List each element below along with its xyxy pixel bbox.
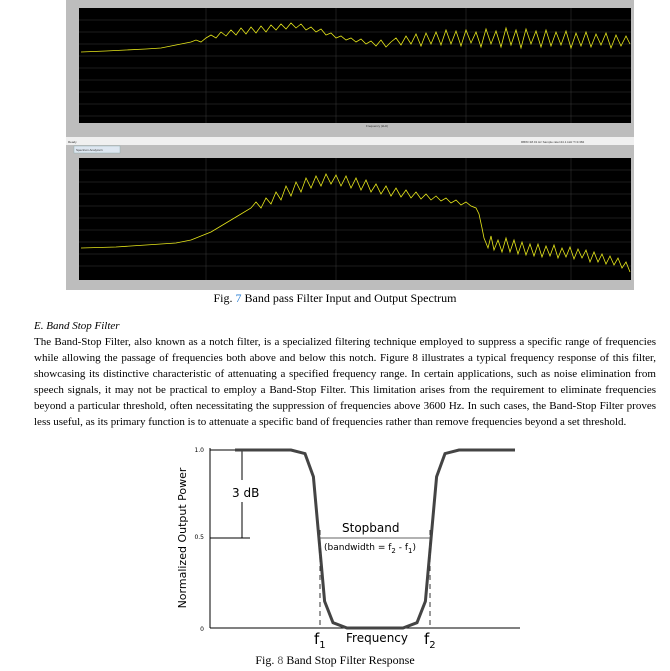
caption-text: Band pass Filter Input and Output Spectrum — [241, 291, 457, 305]
caption-number: 8 — [277, 653, 284, 667]
figure-8-caption — [0, 653, 670, 668]
section-heading: E. Band Stop Filter — [34, 320, 120, 332]
band-stop-response-figure — [150, 440, 530, 658]
tab-spectrum-analyzer-label: Spectrum Analyzer1 — [76, 148, 103, 152]
tick-top: 1.0 — [194, 447, 204, 454]
db-label: 3 dB — [232, 486, 260, 500]
caption-text: Band Stop Filter Response — [283, 653, 415, 667]
input-spectrum-plot — [79, 8, 631, 123]
f2-label: $f_2$ — [424, 630, 436, 651]
bandwidth-label: (bandwidth = $f_2 - f_1$) — [324, 543, 416, 555]
status-ready: Ready — [68, 140, 77, 144]
y-axis-label: Normalized Output Power — [176, 467, 189, 609]
section-paragraph: The Band-Stop Filter, also known as a notch filter, is a specialized filtering technique employed to suppress a specific range of frequencies while allowing the passage of frequencies both above and below this notch. Figure 8 illustrates a typical frequency response of this filter, showcasing its distinctive characteristic of attenuating a specified frequency range. In certain applications, such as noise elimination from speech signals, it may not be practical to employ a Band-Stop Filter. This limitation arises from the requirement to eliminate frequencies beyond a particular threshold, often necessitating the suppression of frequencies above 3600 Hz. In such cases, the Band-Stop Filter proves less useful, as its primary function is to attenuate a specific band of frequencies rather than remove frequencies beyond a set threshold. — [34, 336, 656, 428]
stopband-label: Stopband — [342, 521, 400, 535]
figure-7-caption — [0, 291, 670, 306]
spectrum-analyzer-graphic — [66, 0, 634, 290]
caption-prefix: Fig. — [213, 291, 236, 305]
response-curve — [235, 450, 515, 628]
caption-number: 7 — [235, 291, 242, 305]
band-stop-chart — [150, 440, 530, 658]
caption-prefix: Fig. — [255, 653, 278, 667]
status-readout: RBW=18.01 Hz Sample rate=44.1 kHz T=3.384 — [521, 140, 585, 144]
input-xlabel: Frequency (kHz) — [366, 124, 389, 128]
x-axis-label: Frequency — [346, 631, 408, 645]
tick-bottom: 0 — [200, 626, 204, 633]
tick-mid: 0.5 — [194, 534, 204, 541]
output-spectrum-plot — [79, 158, 631, 280]
f1-label: $f_1$ — [314, 630, 326, 651]
spectrum-analyzer-figure — [66, 0, 634, 290]
